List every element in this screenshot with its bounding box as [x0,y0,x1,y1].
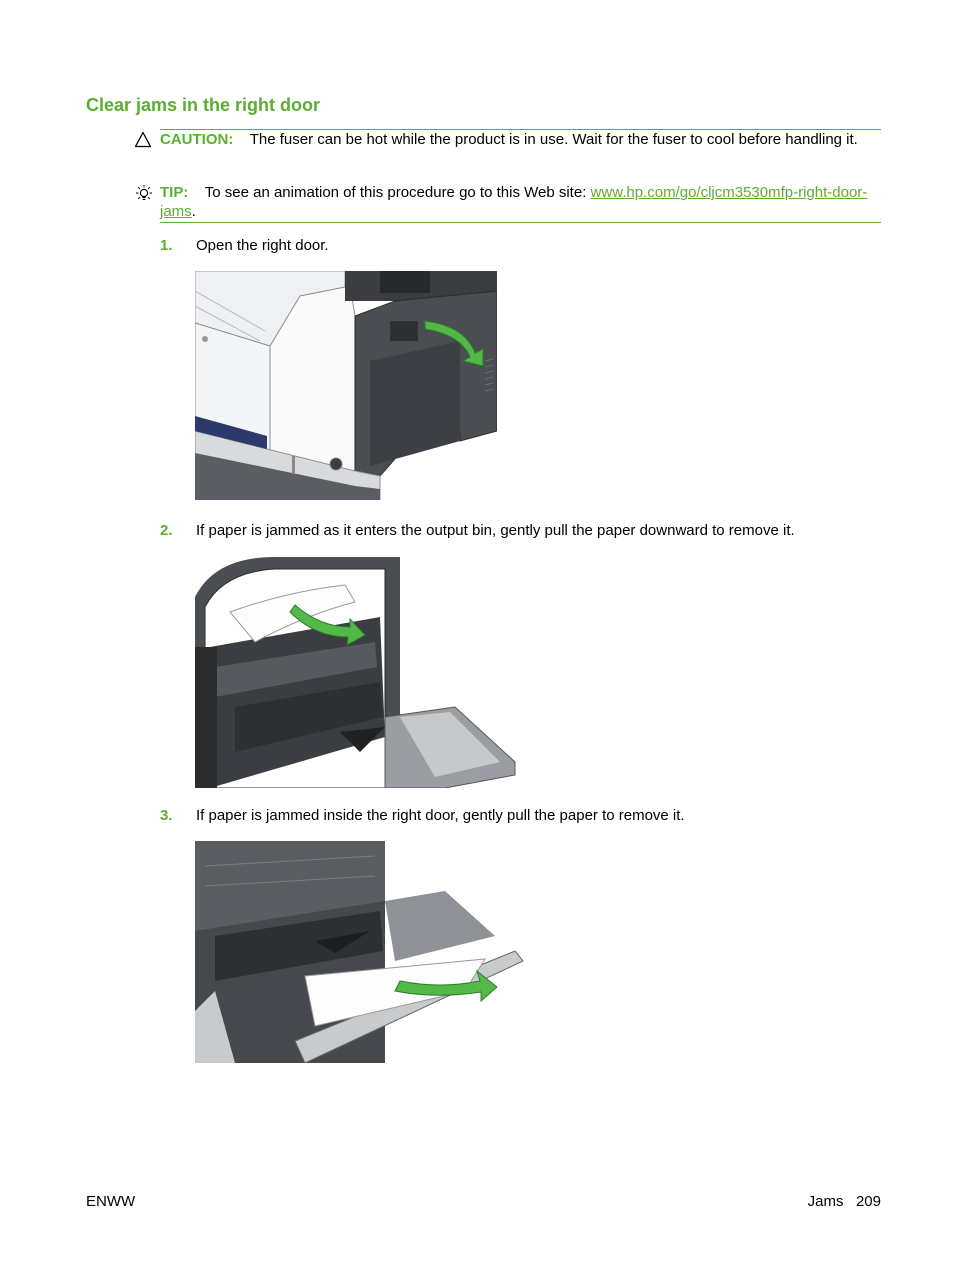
caution-note [160,130,881,149]
tip-label: TIP: [160,184,189,201]
footer-section: Jams [807,1193,844,1210]
tip-link[interactable]: www.hp.com/go/cljcm3530mfp-right-door-jams [160,184,868,220]
step-number: 2. [160,522,173,539]
tip-text: To see an animation of this procedure go to this Web site: [204,184,591,201]
printer-right-door-illustration [195,271,497,500]
step-text: Open the right door. [196,237,329,254]
step-number: 3. [160,807,173,824]
tip-note [160,183,881,221]
caution-text: The fuser can be hot while the product is in use. Wait for the fuser to cool before handling it. [249,131,858,148]
tip-period: . [191,203,196,220]
section-heading: Clear jams in the right door [86,95,321,115]
output-bin-jam-illustration [195,557,517,788]
tip-lightbulb-icon [134,184,154,204]
right-door-jam-illustration [195,841,525,1063]
page-number: 209 [855,1193,881,1210]
step-number: 1. [160,237,173,254]
footer-left: ENWW [86,1193,136,1210]
step-text: If paper is jammed inside the right door, gently pull the paper to remove it. [196,807,685,824]
footer-right [808,1193,881,1210]
caution-label: CAUTION: [160,131,234,148]
tip-bottom-rule [160,222,881,223]
step-text: If paper is jammed as it enters the output bin, gently pull the paper downward to remove it. [196,522,795,539]
caution-triangle-icon [134,131,152,148]
